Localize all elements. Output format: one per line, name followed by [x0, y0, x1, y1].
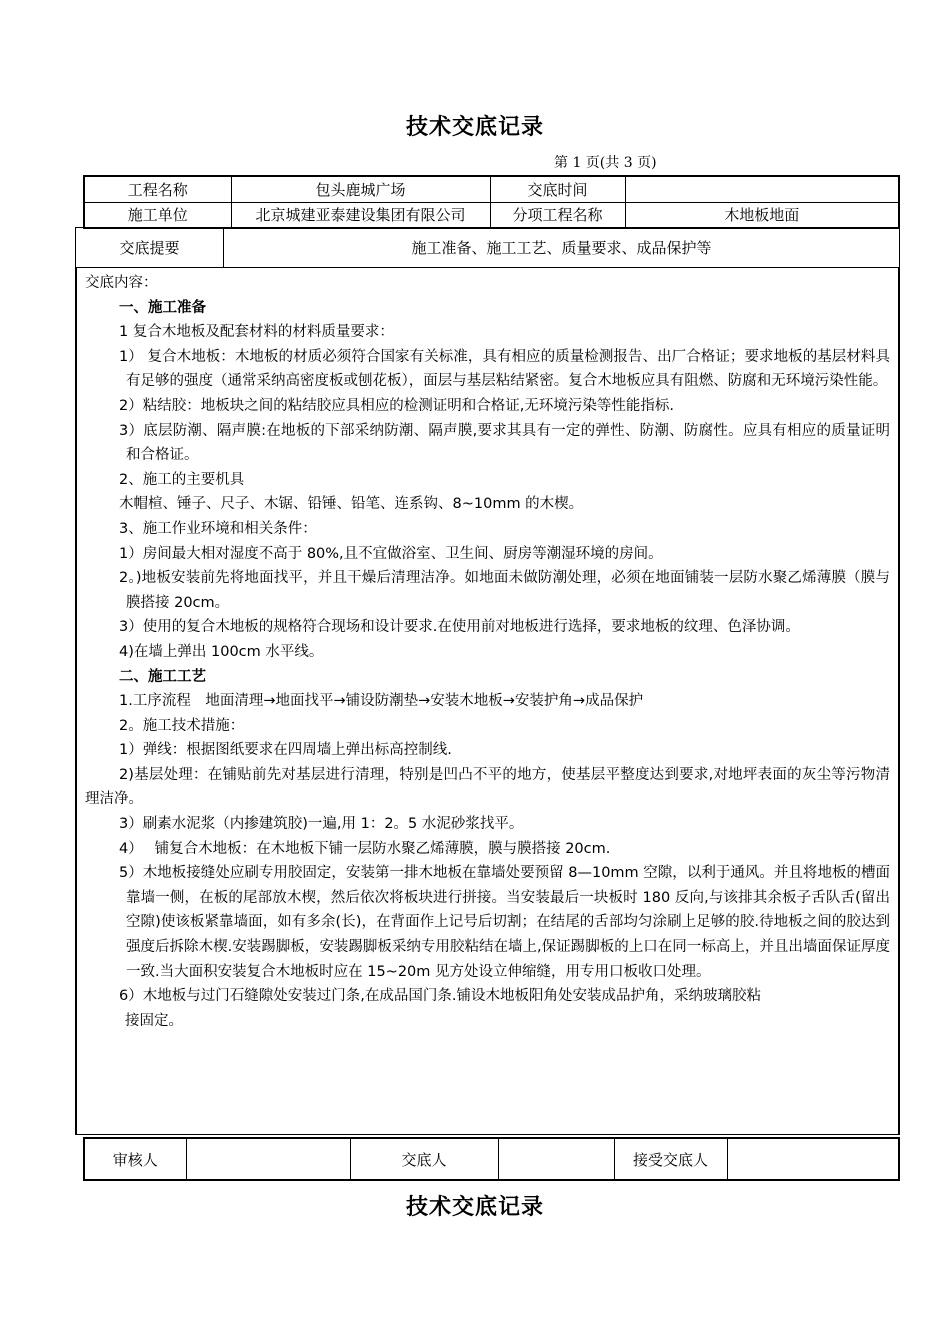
- summary-label: 交底提要: [76, 228, 224, 268]
- content-line: 1 复合木地板及配套材料的材料质量要求：: [119, 324, 394, 341]
- summary-table: [75, 227, 900, 268]
- presenter-label: 交底人: [350, 1138, 498, 1180]
- content-line: 3、施工作业环境和相关条件：: [119, 520, 317, 537]
- receiver-label: 接受交底人: [614, 1138, 727, 1180]
- next-page-title: 技术交底记录: [405, 1194, 544, 1220]
- content-line: 1）房间最大相对湿度不高于 80%,且不宜做浴室、卫生间、厨房等潮湿环境的房间。: [119, 545, 663, 562]
- header-table: [83, 175, 900, 229]
- content-section: [75, 267, 900, 1135]
- summary-value: 施工准备、施工工艺、质量要求、成品保护等: [224, 228, 900, 268]
- content-line: 木帽楦、锤子、尺子、木锯、铅锤、铅笔、连系钩、8~10mm 的木楔。: [119, 496, 584, 513]
- content-line: 2。施工技术措施：: [119, 717, 245, 734]
- page-info: 第 1 页(共 3 页): [554, 155, 657, 171]
- project-name-value: 包头鹿城广场: [231, 176, 490, 202]
- content-line: 2、施工的主要机具: [119, 471, 245, 488]
- section-heading: 一、施工准备: [119, 299, 206, 316]
- content-line: 1） 复合木地板：木地板的材质必须符合国家有关标准，具有相应的质量检测报告、出厂合格证；要求地板的基层材料具有足够的强度（通常采纳高密度板或刨花板），面层与基层粘结紧密。复合木地板应具有阻燃、防腐和无环境污染性能。: [119, 348, 890, 390]
- signature-table: [83, 1137, 900, 1181]
- content-line: 5）木地板接缝处应刷专用胶固定，安装第一排木地板在靠墙处要预留 8—10mm 空隙，以利于通风。并且将地板的槽面靠墙一侧，在板的尾部放木楔，然后依次将板块进行拼接。当安装最后一块板时 180 反向,与该排其余板子舌队舌(留出空隙)使该板紧靠墙面，如有多余(长)，在背面作上记号后切割；在结尾的舌部均匀涂刷上足够的胶.待地板之间的胶达到强度后拆除木楔.安装踢脚板，安装踢脚板采纳专用胶粘结在墙上,保证踢脚板的上口在同一标高上，并且出墙面保证厚度一致.当大面积安装复合木地板时应在 15~20m 见方处设立伸缩缝，用专用口板收口处理。: [119, 865, 890, 980]
- content-line: 2。)地板安装前先将地面找平，并且干燥后清理洁净。如地面未做防潮处理，必须在地面铺装一层防水聚乙烯薄膜（膜与膜搭接 20cm。: [119, 570, 890, 611]
- content-line: 2)基层处理：在铺贴前先对基层进行清理，特别是凹凸不平的地方，使基层平整度达到要求,对地坪表面的灰尘等污物清理洁净。: [85, 766, 890, 808]
- receiver-value: [727, 1138, 899, 1180]
- content-line: 4） 铺复合木地板：在木地板下铺一层防水聚乙烯薄膜，膜与膜搭接 20cm.: [119, 840, 611, 857]
- section-heading: 二、施工工艺: [119, 668, 206, 685]
- content-line: 6）木地板与过门石缝隙处安装过门条,在成品国门条.铺设木地板阳角处安装成品护角，采纳玻璃胶粘: [119, 988, 761, 1005]
- content-line: 1）弹线：根据图纸要求在四周墙上弹出标高控制线.: [119, 742, 452, 759]
- project-name-label: 工程名称: [84, 176, 231, 202]
- contractor-value: 北京城建亚泰建设集团有限公司: [231, 202, 490, 228]
- content-line: 接固定。: [125, 1012, 183, 1029]
- content-line: 3）刷素水泥浆（内掺建筑胶)一遍,用 1：2。5 水泥砂浆找平。: [119, 816, 524, 833]
- reviewer-label: 审核人: [84, 1138, 186, 1180]
- content-line: 3）底层防潮、隔声膜:在地板的下部采纳防潮、隔声膜,要求其具有一定的弹性、防潮、防腐性。应具有相应的质量证明和合格证。: [119, 422, 890, 464]
- presenter-value: [498, 1138, 614, 1180]
- sub-project-value: 木地板地面: [625, 202, 899, 228]
- content-label: 交底内容：: [85, 275, 158, 291]
- document-title: 技术交底记录: [405, 114, 544, 140]
- contractor-label: 施工单位: [84, 202, 231, 228]
- content-line: 3）使用的复合木地板的规格符合现场和设计要求.在使用前对地板进行选择，要求地板的纹理、色泽协调。: [119, 619, 800, 636]
- sub-project-label: 分项工程名称: [490, 202, 625, 228]
- date-value: [625, 176, 899, 202]
- reviewer-value: [186, 1138, 350, 1180]
- content-line: 4)在墙上弹出 100cm 水平线。: [119, 643, 324, 660]
- date-label: 交底时间: [490, 176, 625, 202]
- content-line: 1.工序流程 地面清理→地面找平→铺设防潮垫→安装木地板→安装护角→成品保护: [119, 693, 644, 710]
- content-line: 2）粘结胶：地板块之间的粘结胶应具相应的检测证明和合格证,无环境污染等性能指标.: [119, 397, 674, 414]
